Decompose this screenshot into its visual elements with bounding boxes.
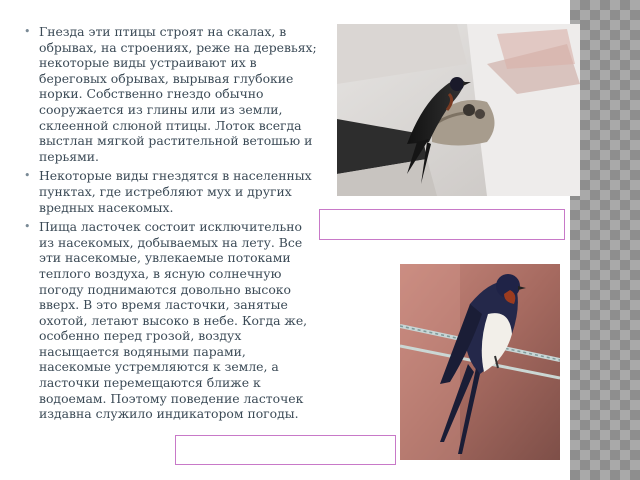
paragraph-nests: Гнезда эти птицы строят на скалах, в обрывах, на строениях, реже на деревьях; некоторые виды устраивают их в береговых обрывах, вырывая глубокие норки. Собственно гнездо обычно сооружается из глины или из земли, склеенной слюной птицы. Лоток всегда выстлан мягкой растительной ветошью и перьями.: [39, 24, 317, 164]
list-item: [22, 219, 320, 422]
list-item: [22, 168, 320, 215]
bullet-icon: •: [24, 25, 31, 38]
swallow-nest-photo: [337, 24, 580, 196]
swallow-on-wire-photo: [400, 264, 560, 460]
paragraph-food: Пища ласточек состоит исключительно из насекомых, добываемых на лету. Все эти насекомые, увлекаемые потоками теплого воздуха, в ясную солнечную погоду поднимаются довольно высоко вверх. В это время ласточки, занятые охотой, летают высоко в небе. Когда же, особенно перед грозой, воздух насыщается водяными парами, насекомые устремляются к земле, а ласточки перемещаются ближе к водоемам. Поэтому поведение ласточек издавна служило индикатором погоды.: [39, 219, 308, 422]
caption-box-bottom: [175, 435, 396, 465]
bullet-icon: •: [24, 220, 31, 234]
decorative-pattern-strip: [570, 0, 640, 480]
list-item: [22, 24, 320, 164]
caption-box-top: [319, 209, 565, 240]
bullet-icon: •: [24, 169, 31, 183]
text-column: [22, 24, 320, 426]
bullet-list: [22, 24, 320, 422]
paragraph-settlements: Некоторые виды гнездятся в населенных пунктах, где истребляют мух и других вредных насекомых.: [39, 168, 312, 215]
